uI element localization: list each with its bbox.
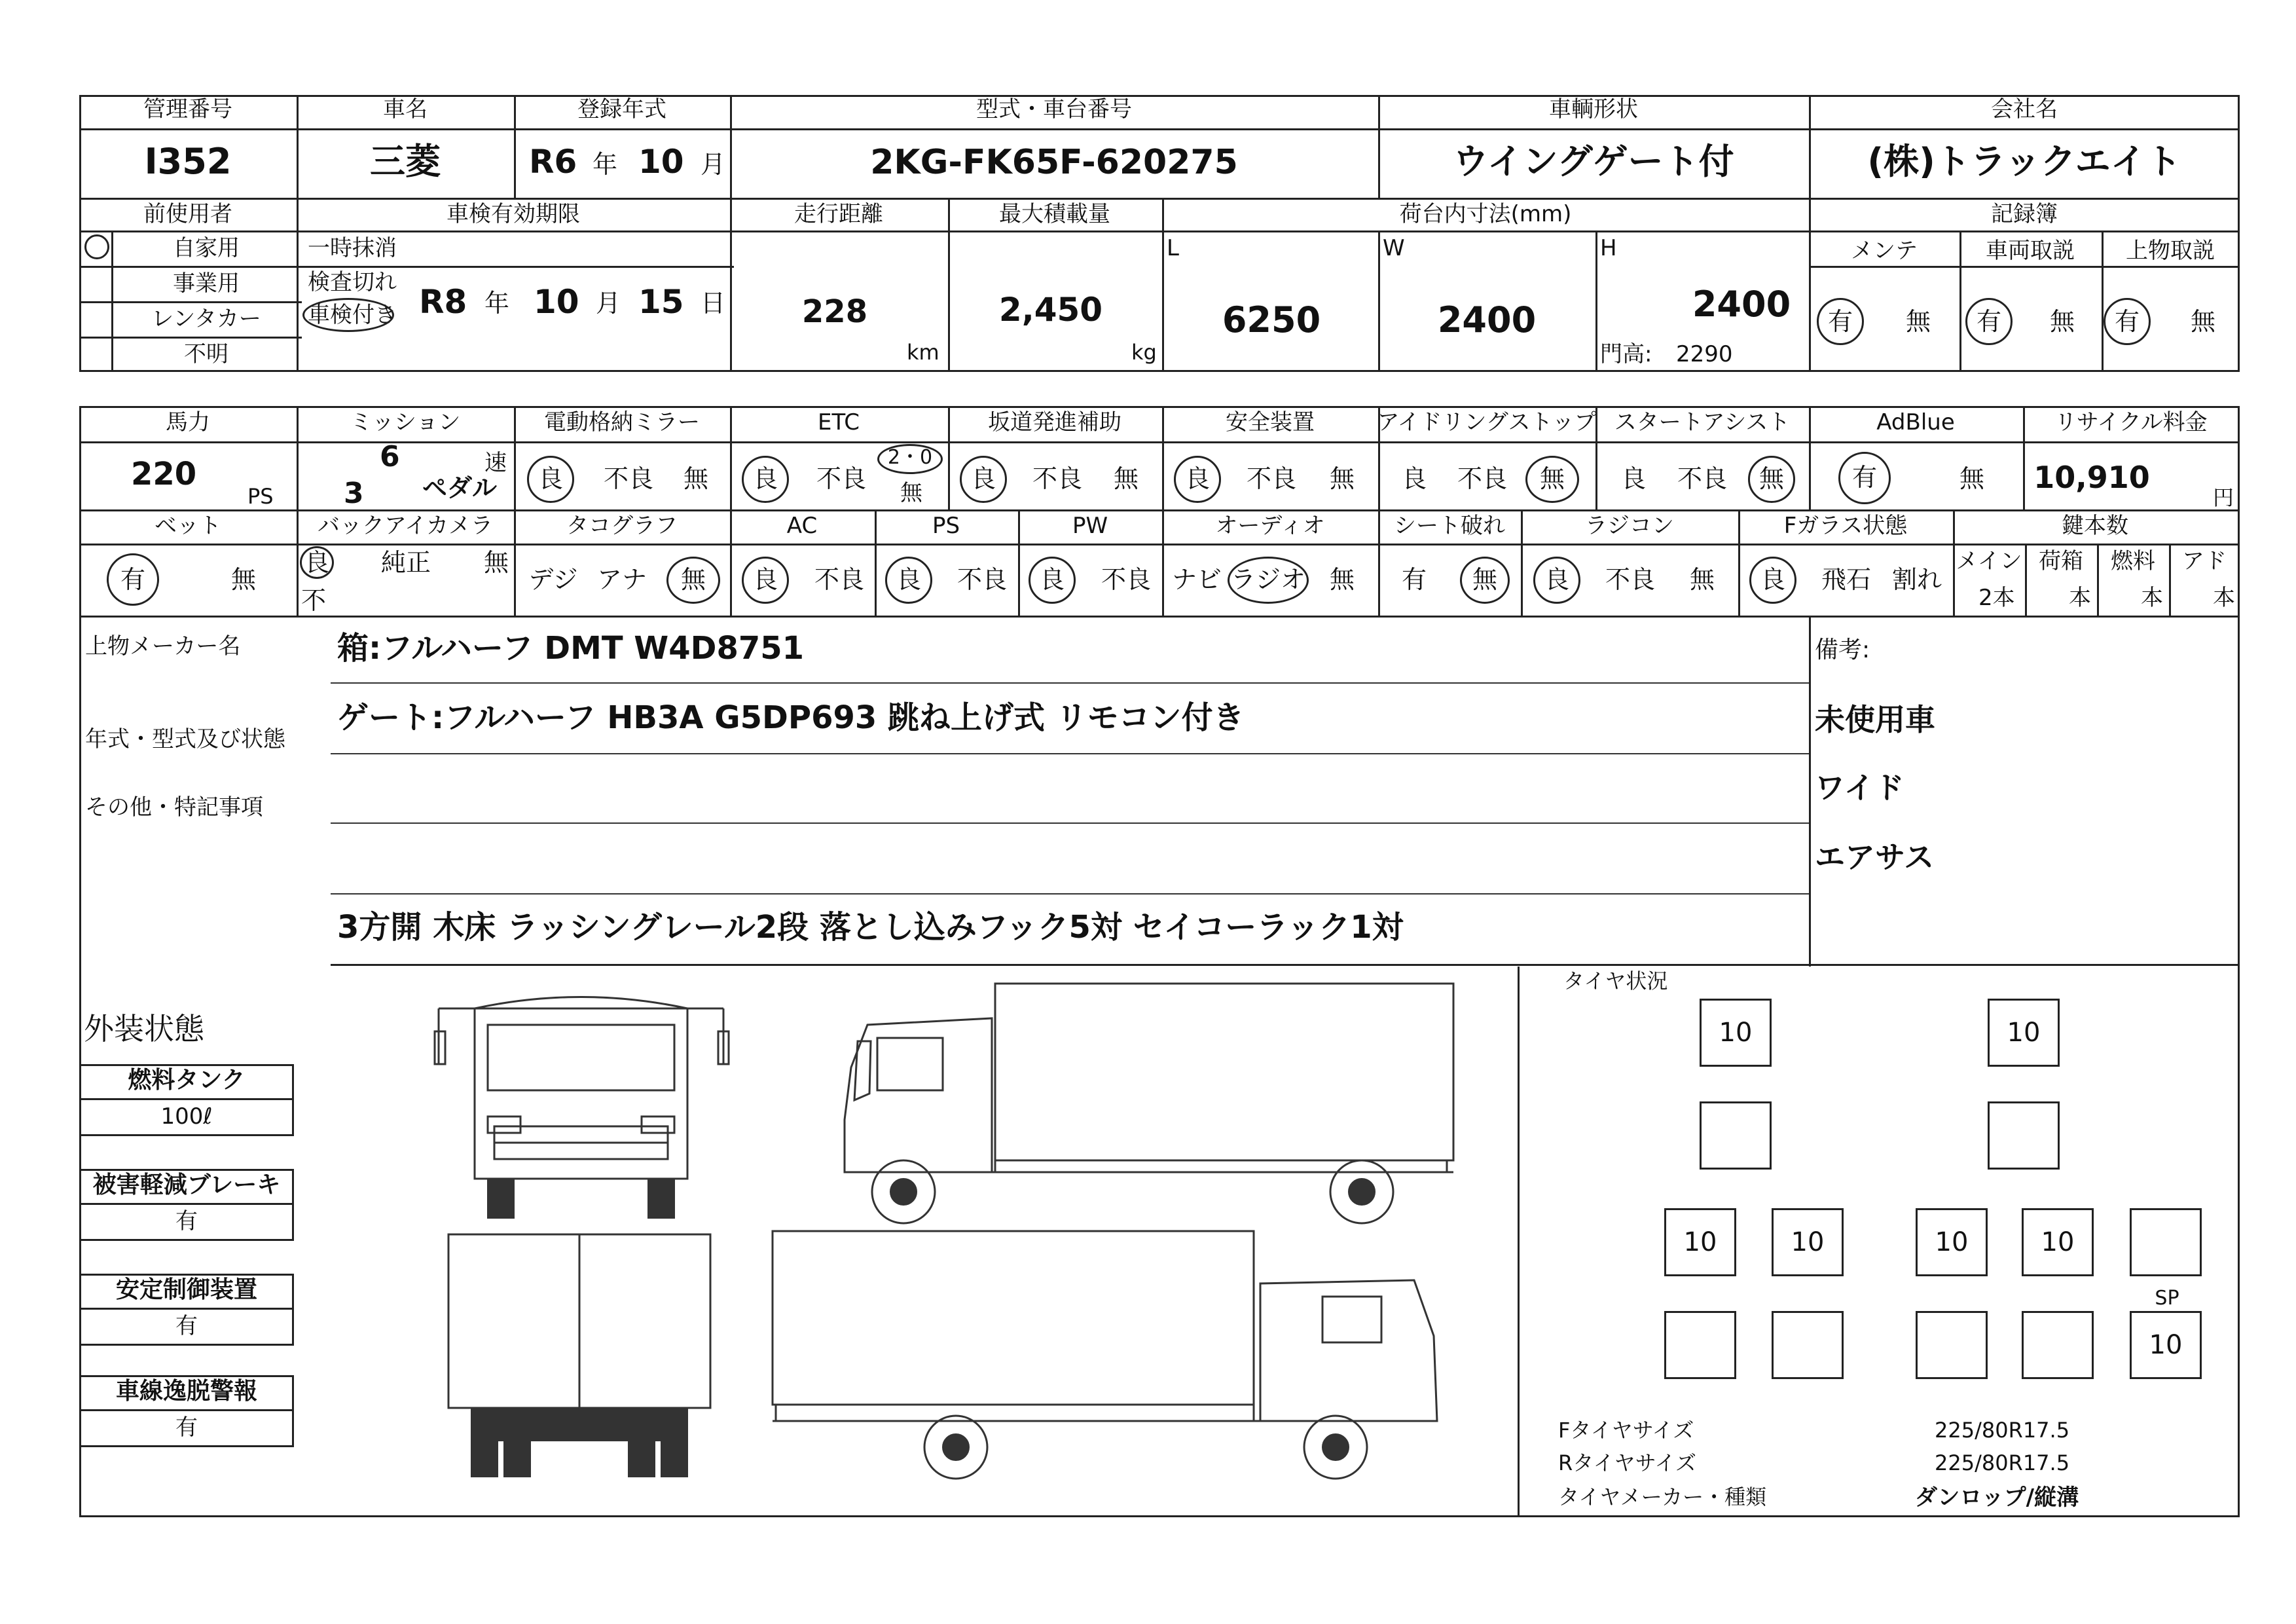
nenshiki-month: 10 [638, 143, 684, 181]
tire-f-size: 225/80R17.5 [1935, 1418, 2070, 1443]
exterior-item-value: 有 [175, 1414, 198, 1441]
shaken-nichi-label: 日 [701, 289, 726, 318]
camera-ryo: 良 [304, 548, 330, 577]
bed-ari: 有 [120, 565, 146, 594]
zen-shiyosha-option: 事業用 [173, 270, 240, 297]
label-shaken: 車検有効期限 [446, 201, 580, 227]
truck-rear-view [448, 1234, 710, 1477]
shaken-tsuki-label: 月 [596, 289, 621, 318]
tire-r-size: 225/80R17.5 [1935, 1450, 2070, 1475]
tire-maker: ダンロップ/縦溝 [1915, 1485, 2079, 1511]
tacho-deji: デジ [528, 565, 578, 594]
label-nidai: 荷台内寸法(mm) [1399, 201, 1572, 227]
anzen-ryo: 良 [1184, 464, 1211, 493]
notes-label-sonota: その他・特記事項 [85, 794, 263, 821]
truck-diagram [432, 969, 1519, 1513]
zen-shiyosha-option: 不明 [184, 341, 228, 367]
zen-shiyosha-selected-circle [84, 234, 109, 259]
label-tachograph: タコグラフ [566, 513, 678, 539]
label-radicon: ラジコン [1585, 513, 1674, 539]
zen-shiyosha-option: レンタカー [151, 306, 261, 332]
adblue-ari: 有 [1851, 463, 1878, 492]
sakamichi-nashi: 無 [1113, 464, 1139, 493]
W-label: W [1383, 235, 1405, 261]
label-shamei: 車名 [383, 96, 428, 122]
key-value: 本 [2141, 585, 2163, 611]
biko-line: ワイド [1815, 770, 1904, 805]
label-nenshiki: 登録年式 [577, 96, 666, 122]
label-ps: PS [932, 513, 960, 539]
tire-tread-value: 10 [2007, 1018, 2041, 1048]
shaken-month: 10 [534, 283, 579, 321]
sokou-value: 228 [801, 293, 868, 330]
bed-nashi: 無 [230, 565, 257, 594]
label-kaisha: 会社名 [1991, 96, 2058, 122]
label-kirokubo: 記録簿 [1991, 201, 2058, 227]
idling-ryo: 良 [1401, 464, 1427, 493]
label-sokou: 走行距離 [794, 201, 883, 227]
tire-tread-value: 10 [2041, 1227, 2075, 1257]
etc-furyo: 不良 [816, 464, 867, 493]
tire-rear-1 [1664, 1208, 1736, 1276]
key-label: 燃料 [2111, 548, 2155, 574]
audio-radio: ラジオ [1230, 565, 1306, 594]
kanri-bango-value: I352 [144, 141, 232, 182]
shaken-day: 15 [638, 283, 684, 321]
label-zen-shiyosha: 前使用者 [143, 201, 232, 227]
notes-label-maker: 上物メーカー名 [85, 633, 241, 659]
sharyo-keijo-value: ウイングゲート付 [1453, 141, 1734, 182]
label-bariki: 馬力 [166, 409, 210, 435]
shaken-selected-circle [302, 298, 394, 332]
mission-speed: 6 [380, 440, 400, 473]
etc-ryo: 良 [752, 464, 778, 493]
W-value: 2400 [1437, 299, 1537, 341]
tire-spare [2130, 1311, 2202, 1379]
shaken-option: 一時抹消 [308, 235, 397, 261]
tire-mid-right [1988, 1101, 2060, 1170]
L-value: 6250 [1222, 299, 1321, 341]
exterior-item-label: 燃料タンク [128, 1067, 246, 1094]
H-label: H [1600, 235, 1617, 261]
tire-sp-label: SP [2155, 1287, 2179, 1310]
tire-tread-value: 10 [1791, 1227, 1825, 1257]
tire-tread-value: 10 [1683, 1227, 1717, 1257]
label-recycle: リサイクル料金 [2054, 409, 2208, 435]
ps-unit: PS [247, 484, 274, 509]
key-value: 本 [2213, 585, 2235, 611]
camera-junsei: 純正 [380, 548, 431, 577]
label-adblue: AdBlue [1876, 409, 1955, 435]
ac-ryo: 良 [752, 565, 778, 594]
key-value: 本 [2069, 585, 2091, 611]
bariki-value: 220 [131, 456, 197, 492]
tire-title: タイヤ状況 [1563, 969, 1668, 993]
shaken-nen-label: 年 [484, 289, 510, 318]
sakamichi-furyo: 不良 [1032, 464, 1083, 493]
start-assist-nashi: 無 [1758, 464, 1785, 493]
truck-left-side-view [845, 984, 1453, 1223]
tire-rear-inner-2 [1772, 1311, 1844, 1379]
L-label: L [1167, 235, 1179, 261]
idling-furyo: 不良 [1457, 464, 1508, 493]
exterior-title: 外装状態 [84, 1011, 204, 1046]
start-assist-ryo: 良 [1620, 464, 1647, 493]
kirokubo-nashi: 無 [2049, 307, 2075, 336]
exterior-item-value: 有 [175, 1313, 198, 1339]
radicon-furyo: 不良 [1605, 565, 1656, 594]
tire-front-right [1988, 999, 2060, 1067]
kaisha-value: (株)トラックエイト [1867, 141, 2181, 182]
key-value: 2本 [1978, 585, 2015, 611]
fglass-hiseki: 飛石 [1821, 565, 1872, 594]
ps-furyo: 不良 [957, 565, 1008, 594]
notes-line-spec: 3方開 木床 ラッシングレール2段 落とし込みフック5対 セイコーラック1対 [337, 909, 1404, 946]
nenshiki-era: R6 [529, 143, 577, 181]
label-kanri-bango: 管理番号 [143, 96, 232, 122]
anzen-nashi: 無 [1329, 464, 1355, 493]
kirokubo-col: 車両取説 [1986, 238, 2075, 264]
label-idling: アイドリングストップ [1377, 409, 1597, 435]
katashiki-value: 2KG-FK65F-620275 [870, 143, 1238, 182]
sokou-unit: km [907, 340, 939, 365]
anzen-furyo: 不良 [1246, 464, 1297, 493]
label-ac: AC [786, 513, 818, 539]
audio-navi: ナビ [1171, 565, 1222, 594]
tire-rear-inner-3 [1916, 1311, 1988, 1379]
exterior-item-value: 有 [175, 1208, 198, 1234]
ps-ryo: 良 [896, 565, 922, 594]
nenshiki-nen-label: 年 [592, 150, 618, 179]
audio-nashi: 無 [1329, 565, 1355, 594]
camera-nashi: 無 [483, 548, 509, 577]
adblue-nashi: 無 [1959, 464, 1985, 493]
label-bed: ベット [155, 513, 221, 539]
shamei-value: 三菱 [370, 141, 441, 182]
exterior-item-value: 100ℓ [160, 1103, 213, 1130]
sakamichi-ryo: 良 [970, 464, 996, 493]
tire-rear-2 [1772, 1208, 1844, 1276]
mirror-furyo: 不良 [603, 464, 654, 493]
tire-tread-value: 10 [1719, 1018, 1753, 1048]
mission-pedal: 3 [344, 477, 364, 510]
seat-nashi: 無 [1472, 565, 1498, 594]
tacho-ana: アナ [596, 565, 647, 594]
label-sakamichi: 坂道発進補助 [988, 409, 1121, 435]
key-label: アド [2182, 548, 2227, 574]
notes-line-box: 箱:フルハーフ DMT W4D8751 [337, 630, 805, 667]
tire-maker-label: タイヤメーカー・種類 [1558, 1485, 1767, 1509]
truck-right-side-view [773, 1231, 1437, 1479]
mirror-ryo: 良 [538, 464, 564, 493]
kirokubo-nashi: 無 [1905, 307, 1931, 336]
fglass-ware: 割れ [1891, 565, 1942, 594]
shaken-era: R8 [419, 283, 467, 321]
tire-rear-5 [2130, 1208, 2202, 1276]
nenshiki-tsuki-label: 月 [701, 150, 726, 179]
label-sekisai: 最大積載量 [999, 201, 1110, 227]
label-sharyo-keijo: 車輌形状 [1549, 96, 1638, 122]
tire-mid-left [1700, 1101, 1772, 1170]
pw-ryo: 良 [1039, 565, 1065, 594]
kirokubo-ari: 有 [1827, 307, 1853, 336]
kirokubo-col: 上物取説 [2126, 238, 2215, 264]
monko-label: 門高: [1600, 341, 1652, 367]
tire-rear-inner-1 [1664, 1311, 1736, 1379]
kirokubo-ari: 有 [1976, 307, 2002, 336]
ac-furyo: 不良 [814, 565, 865, 594]
truck-front-view [435, 997, 729, 1219]
kirokubo-ari: 有 [2114, 307, 2140, 336]
tire-f-size-label: Fタイヤサイズ [1558, 1418, 1694, 1443]
tire-r-size-label: Rタイヤサイズ [1558, 1450, 1697, 1475]
mission-speed-unit: 速 [484, 450, 507, 476]
fglass-ryo: 良 [1760, 565, 1786, 594]
pw-furyo: 不良 [1101, 565, 1152, 594]
label-anzen: 安全装置 [1226, 409, 1315, 435]
shaken-option: 車検付き [308, 302, 397, 328]
tire-tread-value: 10 [2149, 1330, 2183, 1360]
label-etc: ETC [818, 409, 860, 435]
label-start-assist: スタートアシスト [1614, 409, 1791, 435]
seat-ari: 有 [1401, 565, 1427, 594]
notes-label-nenshiki: 年式・型式及び状態 [85, 726, 285, 752]
biko-line: エアサス [1815, 840, 1935, 875]
monko-value: 2290 [1676, 341, 1733, 367]
label-mirror: 電動格納ミラー [544, 409, 700, 435]
label-seat: シート破れ [1394, 513, 1505, 539]
label-pw: PW [1072, 513, 1108, 539]
exterior-item-label: 被害軽減ブレーキ [92, 1172, 281, 1198]
label-mission: ミッション [350, 409, 461, 435]
camera-fu: 不 [301, 586, 327, 615]
radicon-ryo: 良 [1544, 565, 1570, 594]
etc-nashi: 無 [900, 480, 922, 506]
tire-rear-4 [2022, 1208, 2094, 1276]
sekisai-unit: kg [1131, 340, 1157, 365]
label-back-camera: バックアイカメラ [318, 513, 493, 539]
label-katashiki: 型式・車台番号 [976, 96, 1132, 122]
mission-pedal-unit: ペダル [422, 473, 498, 502]
biko-line: 未使用車 [1815, 702, 1935, 737]
recycle-unit: 円 [2213, 485, 2234, 510]
label-key: 鍵本数 [2062, 513, 2128, 539]
kirokubo-nashi: 無 [2190, 307, 2216, 336]
tacho-nashi: 無 [680, 565, 706, 594]
sekisai-value: 2,450 [998, 291, 1103, 329]
kirokubo-col: メンテ [1851, 238, 1918, 264]
start-assist-furyo: 不良 [1677, 464, 1728, 493]
H-value: 2400 [1692, 284, 1791, 325]
label-audio: オーディオ [1215, 513, 1325, 539]
notes-line-gate: ゲート:フルハーフ HB3A G5DP693 跳ね上げ式 リモコン付き [337, 699, 1245, 736]
biko-label: 備考: [1815, 637, 1870, 663]
exterior-item-label: 安定制御装置 [115, 1276, 258, 1303]
recycle-value: 10,910 [2033, 460, 2150, 495]
etc-20: 2・0 [887, 446, 933, 469]
radicon-nashi: 無 [1689, 565, 1715, 594]
label-f-glass: Fガラス状態 [1783, 513, 1908, 539]
tire-tread-value: 10 [1935, 1227, 1969, 1257]
idling-nashi: 無 [1539, 464, 1565, 493]
key-label: メイン [1956, 548, 2022, 574]
mirror-nashi: 無 [683, 464, 709, 493]
tire-rear-3 [1916, 1208, 1988, 1276]
tire-front-left [1700, 999, 1772, 1067]
exterior-item-label: 車線逸脱警報 [115, 1378, 258, 1405]
zen-shiyosha-option: 自家用 [173, 235, 240, 261]
shaken-option: 検査切れ [308, 269, 397, 295]
tire-rear-inner-4 [2022, 1311, 2094, 1379]
key-label: 荷箱 [2039, 548, 2083, 574]
